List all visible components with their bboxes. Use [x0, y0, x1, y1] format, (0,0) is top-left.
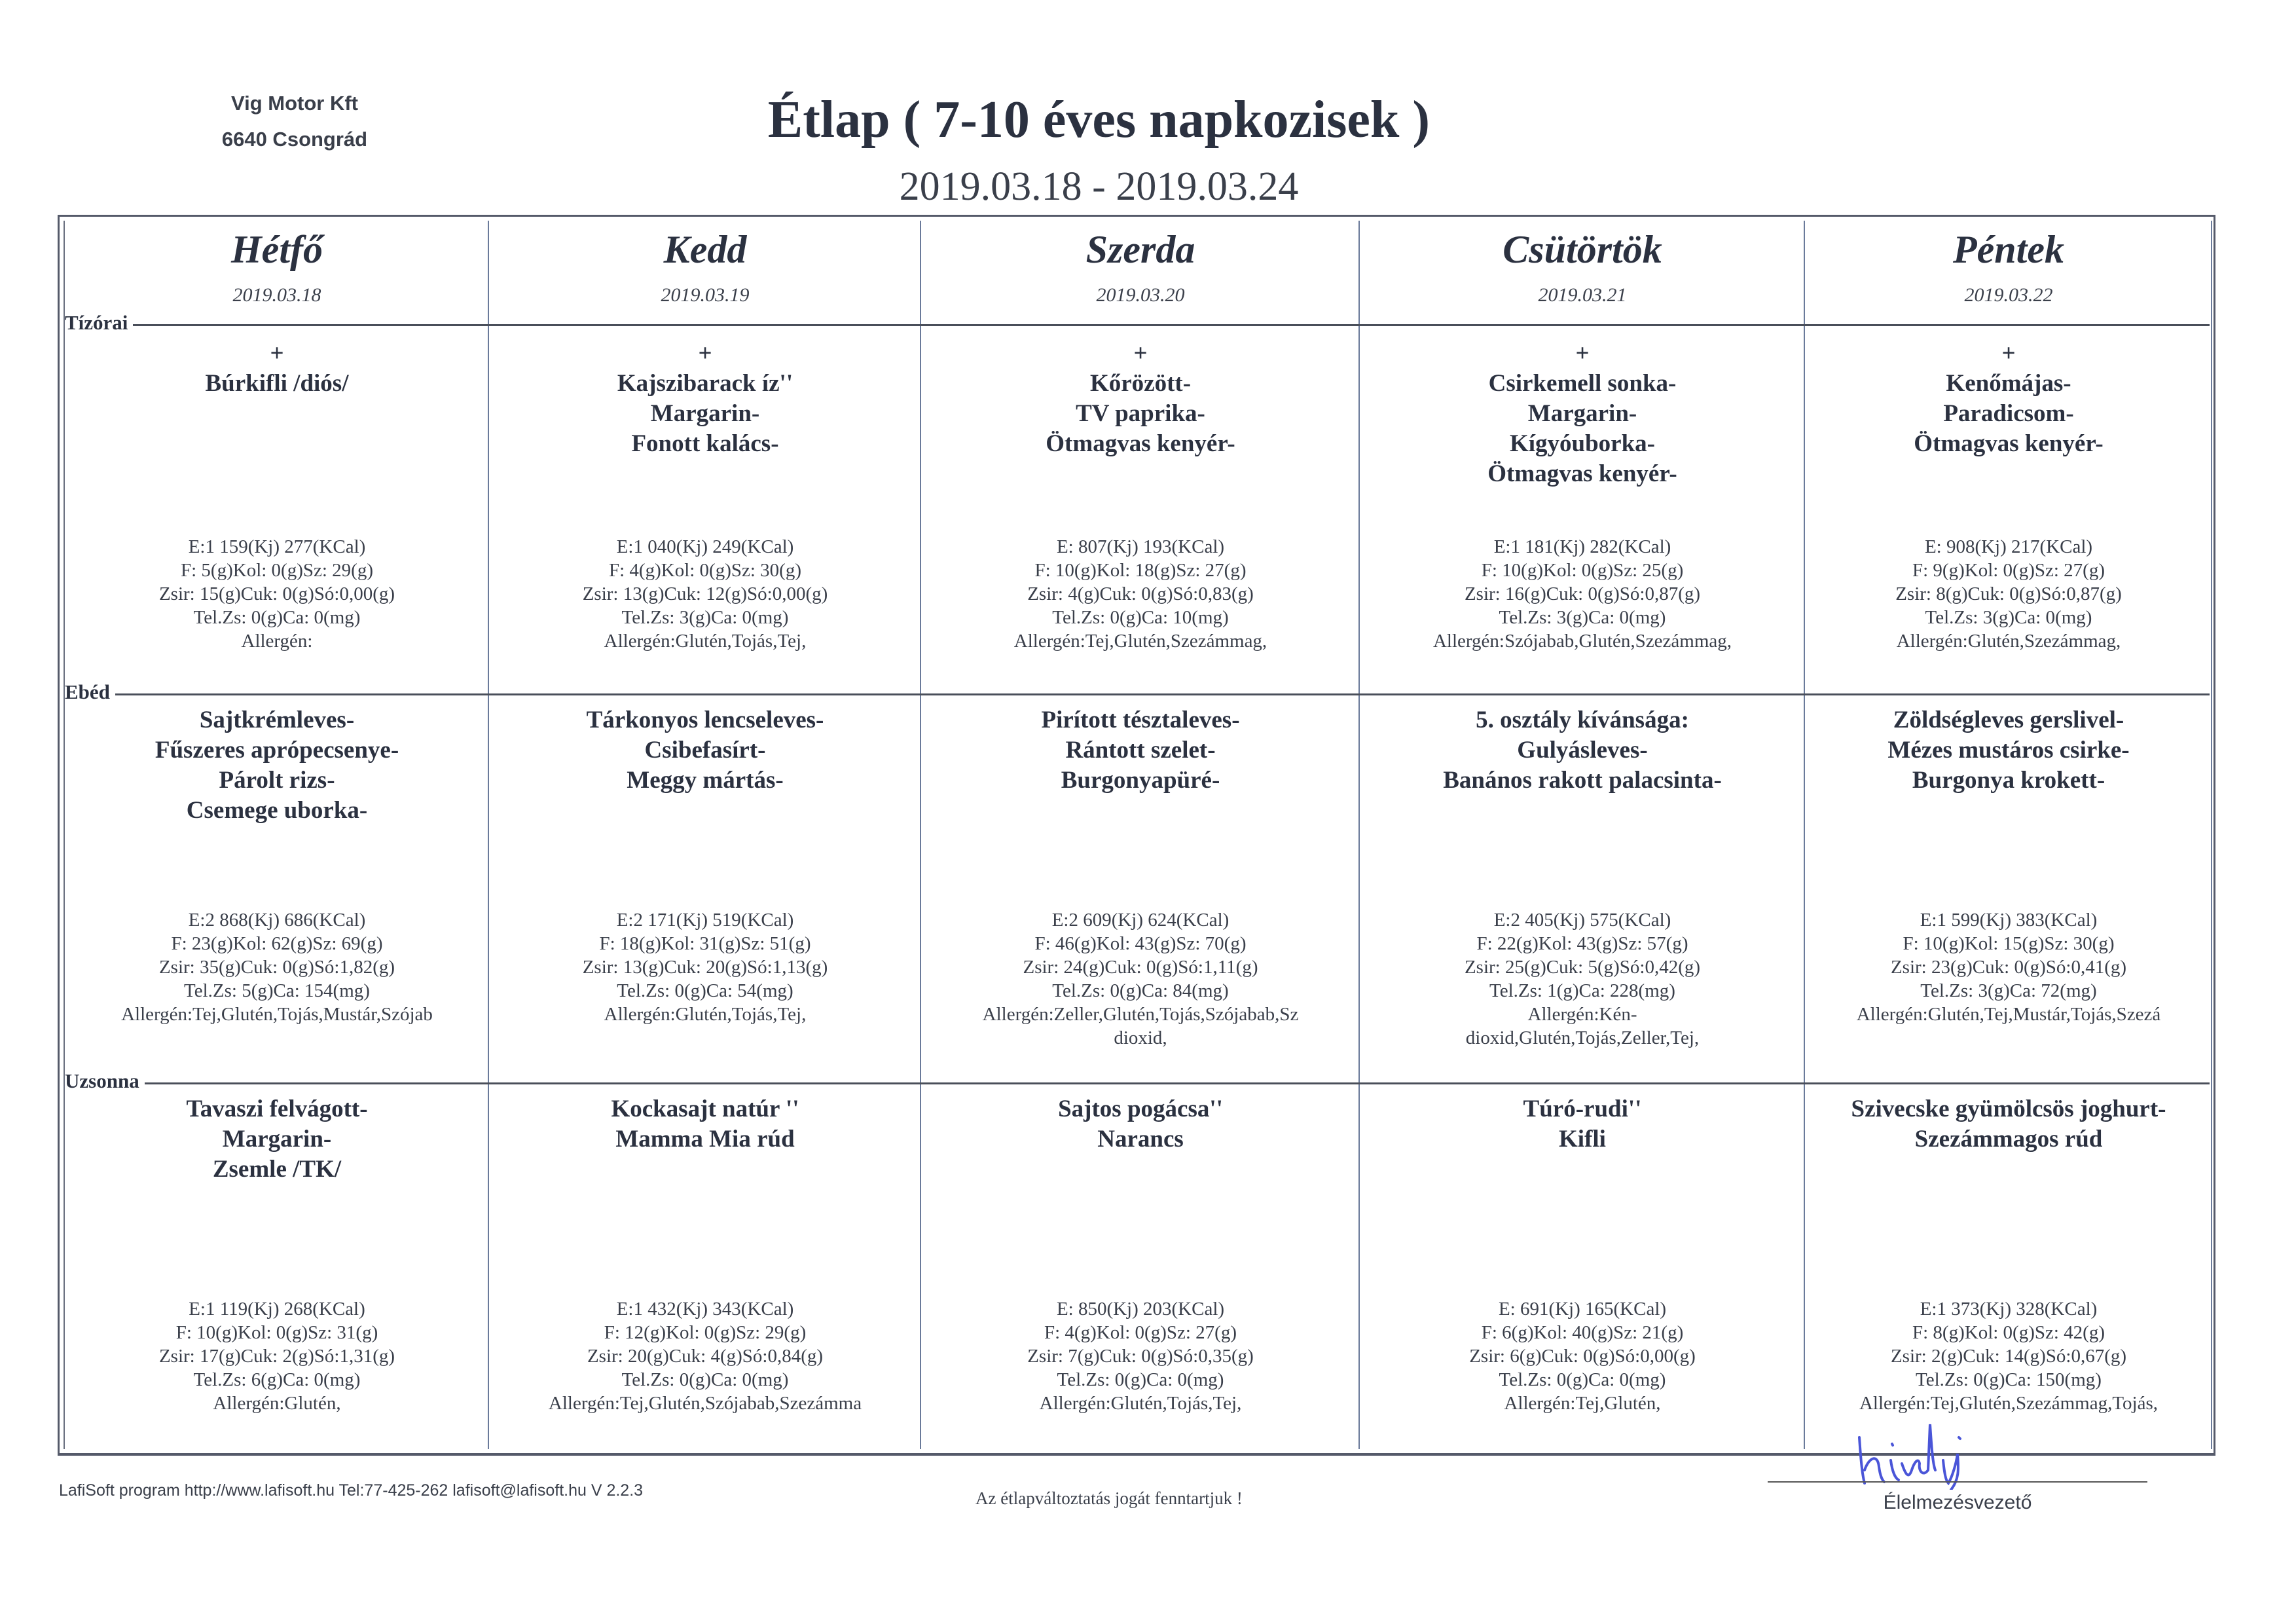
dish-line: Banános rakott palacsinta-: [1443, 767, 1722, 794]
menu-cell-uzsonna: [65, 1094, 489, 1441]
nutrition-line: Tel.Zs: 3(g)Ca: 0(mg): [621, 607, 789, 628]
nutrition-line: F: 23(g)Kol: 62(g)Sz: 69(g): [171, 933, 383, 954]
nutrition-line: Tel.Zs: 5(g)Ca: 154(mg): [184, 980, 370, 1001]
nutrition-line: Zsir: 8(g)Cuk: 0(g)Só:0,87(g): [1895, 583, 2122, 604]
nutrition-line: Tel.Zs: 0(g)Ca: 10(mg): [1052, 607, 1229, 628]
day-name: Csütörtök: [1503, 228, 1662, 271]
dish-list: [1805, 705, 2212, 796]
nutrition-info: [489, 535, 921, 653]
page-title: Étlap ( 7-10 éves napkozisek ): [767, 91, 1430, 149]
nutrition-line: Allergén:Glutén,: [213, 1393, 341, 1414]
nutrition-line: E: 908(Kj) 217(KCal): [1924, 536, 2093, 557]
nutrition-line: Zsir: 7(g)Cuk: 0(g)Só:0,35(g): [1027, 1346, 1254, 1367]
nutrition-line: Zsir: 20(g)Cuk: 4(g)Só:0,84(g): [587, 1346, 824, 1367]
dish-line: Mézes mustáros csirke-: [1887, 737, 2130, 764]
dish-line: Fonott kalács-: [631, 430, 779, 457]
dish-line: Margarin-: [222, 1126, 332, 1153]
nutrition-line: F: 5(g)Kol: 0(g)Sz: 29(g): [181, 560, 373, 581]
nutrition-line: F: 10(g)Kol: 0(g)Sz: 25(g): [1481, 560, 1684, 581]
dish-list: [65, 339, 489, 399]
nutrition-line: E:2 171(Kj) 519(KCal): [616, 910, 794, 931]
dish-line: Gulyásleves-: [1517, 737, 1648, 764]
menu-cell-ebed: [1805, 705, 2212, 1075]
nutrition-info: [1805, 1297, 2212, 1415]
nutrition-line: Tel.Zs: 3(g)Ca: 0(mg): [1925, 607, 2092, 628]
dish-line: Szezámmagos rúd: [1914, 1126, 2103, 1153]
dish-list: [921, 705, 1360, 796]
day-name: Kedd: [663, 228, 747, 271]
nutrition-line: Zsir: 13(g)Cuk: 20(g)Só:1,13(g): [582, 957, 828, 978]
date-range: 2019.03.18 - 2019.03.24: [899, 164, 1299, 209]
dish-list: [489, 339, 921, 459]
nutrition-line: dioxid,: [1114, 1027, 1167, 1048]
nutrition-line: F: 4(g)Kol: 0(g)Sz: 27(g): [1044, 1322, 1237, 1343]
day-name: Szerda: [1085, 228, 1195, 271]
dish-line: Tárkonyos lencseleves-: [586, 707, 824, 733]
dish-line: Ötmagvas kenyér-: [1914, 430, 2104, 457]
day-header: [65, 221, 489, 325]
menu-cell-ebed: [921, 705, 1360, 1075]
nutrition-line: Zsir: 25(g)Cuk: 5(g)Só:0,42(g): [1464, 957, 1701, 978]
nutrition-info: [921, 1297, 1360, 1415]
dish-list: [489, 1094, 921, 1154]
signature-line: [1768, 1481, 2147, 1483]
dish-line: Kígyóuborka-: [1509, 430, 1656, 457]
day-name: Hétfő: [231, 228, 323, 271]
nutrition-line: E:1 373(Kj) 328(KCal): [1920, 1299, 2098, 1320]
nutrition-line: Allergén:Glutén,Tojás,Tej,: [604, 1004, 807, 1025]
dish-line: Mamma Mia rúd: [615, 1126, 795, 1153]
dish-list: [1360, 339, 1805, 489]
dish-line: Meggy mártás-: [627, 767, 784, 794]
nutrition-line: Allergén:Tej,Glutén,: [1504, 1393, 1661, 1414]
dish-list: [489, 705, 921, 796]
nutrition-line: Zsir: 17(g)Cuk: 2(g)Só:1,31(g): [158, 1346, 395, 1367]
nutrition-line: Allergén:Zeller,Glutén,Tojás,Szójabab,Sz: [982, 1004, 1299, 1025]
nutrition-line: Allergén:Glutén,Szezámmag,: [1896, 631, 2121, 652]
nutrition-line: F: 8(g)Kol: 0(g)Sz: 42(g): [1912, 1322, 2105, 1343]
nutrition-line: E:1 599(Kj) 383(KCal): [1920, 910, 2098, 931]
dish-line: +: [270, 340, 284, 367]
nutrition-line: F: 10(g)Kol: 15(g)Sz: 30(g): [1903, 933, 2115, 954]
dish-line: Ötmagvas kenyér-: [1046, 430, 1235, 457]
dish-line: Pirított tésztaleves-: [1041, 707, 1240, 733]
nutrition-line: Tel.Zs: 0(g)Ca: 84(mg): [1052, 980, 1229, 1001]
nutrition-line: Allergén:Glutén,Tojás,Tej,: [1039, 1393, 1242, 1414]
menu-cell-tizorai: [65, 339, 489, 688]
nutrition-line: E:2 405(Kj) 575(KCal): [1493, 910, 1671, 931]
nutrition-line: Tel.Zs: 1(g)Ca: 228(mg): [1489, 980, 1675, 1001]
menu-cell-uzsonna: [921, 1094, 1360, 1441]
nutrition-info: [921, 535, 1360, 653]
dish-line: Kajszibarack íz'': [617, 370, 793, 397]
nutrition-line: F: 10(g)Kol: 0(g)Sz: 31(g): [175, 1322, 378, 1343]
dish-list: [65, 705, 489, 826]
nutrition-line: Allergén:Tej,Glutén,Szezámmag,Tojás,: [1859, 1393, 2159, 1414]
dish-line: Kenőmájas-: [1946, 370, 2071, 397]
menu-cell-tizorai: [1360, 339, 1805, 688]
menu-table: [58, 215, 2215, 1456]
nutrition-line: E: 807(Kj) 193(KCal): [1056, 536, 1225, 557]
nutrition-line: Zsir: 35(g)Cuk: 0(g)Só:1,82(g): [158, 957, 395, 978]
dish-list: [65, 1094, 489, 1185]
company-name: Vig Motor Kft: [230, 92, 358, 115]
dish-line: Párolt rizs-: [219, 767, 335, 794]
day-header: [921, 221, 1360, 325]
menu-cell-uzsonna: [489, 1094, 921, 1441]
dish-line: Szivecske gyümölcsös joghurt-: [1851, 1096, 2166, 1122]
nutrition-line: Allergén:Kén-: [1527, 1004, 1637, 1025]
day-name: Péntek: [1953, 228, 2064, 271]
dish-list: [1805, 1094, 2212, 1154]
nutrition-line: Tel.Zs: 0(g)Ca: 0(mg): [1057, 1369, 1224, 1390]
nutrition-info: [489, 1297, 921, 1415]
dish-line: Kőrözött-: [1089, 370, 1192, 397]
dish-line: +: [1575, 340, 1590, 367]
nutrition-line: Allergén:Szójabab,Glutén,Szezámmag,: [1432, 631, 1732, 652]
nutrition-line: Tel.Zs: 6(g)Ca: 0(mg): [193, 1369, 361, 1390]
nutrition-info: [1805, 908, 2212, 1026]
nutrition-line: Zsir: 2(g)Cuk: 14(g)Só:0,67(g): [1890, 1346, 2127, 1367]
day-date: 2019.03.20: [1096, 284, 1185, 306]
nutrition-line: Tel.Zs: 0(g)Ca: 0(mg): [621, 1369, 789, 1390]
dish-line: Burgonyapüré-: [1061, 767, 1220, 794]
nutrition-line: E: 850(Kj) 203(KCal): [1056, 1299, 1225, 1320]
nutrition-line: Allergén:Tej,Glutén,Tojás,Mustár,Szójab: [121, 1004, 433, 1025]
dish-line: Csirkemell sonka-: [1488, 370, 1677, 397]
nutrition-line: Tel.Zs: 0(g)Ca: 150(mg): [1916, 1369, 2102, 1390]
nutrition-info: [1360, 1297, 1805, 1415]
dish-line: Narancs: [1097, 1126, 1184, 1153]
menu-cell-uzsonna: [1360, 1094, 1805, 1441]
dish-line: Túró-rudi'': [1523, 1096, 1642, 1122]
dish-line: Zöldségleves gerslivel-: [1893, 707, 2124, 733]
menu-cell-ebed: [489, 705, 921, 1075]
dish-line: Sajtkrémleves-: [199, 707, 355, 733]
nutrition-line: E:1 181(Kj) 282(KCal): [1493, 536, 1671, 557]
dish-list: [1805, 339, 2212, 459]
nutrition-line: Zsir: 15(g)Cuk: 0(g)Só:0,00(g): [158, 583, 395, 604]
dish-line: Csibefasírt-: [644, 737, 766, 764]
nutrition-line: E:1 432(Kj) 343(KCal): [616, 1299, 794, 1320]
nutrition-line: E:1 040(Kj) 249(KCal): [616, 536, 794, 557]
dish-line: +: [2001, 340, 2016, 367]
row-divider: [65, 693, 2210, 695]
day-date: 2019.03.19: [661, 284, 750, 306]
menu-cell-ebed: [1360, 705, 1805, 1075]
nutrition-info: [65, 908, 489, 1026]
dish-line: Tavaszi felvágott-: [186, 1096, 368, 1122]
dish-line: Kockasajt natúr '': [611, 1096, 799, 1122]
nutrition-line: F: 4(g)Kol: 0(g)Sz: 30(g): [609, 560, 801, 581]
day-date: 2019.03.18: [232, 284, 321, 306]
nutrition-line: Zsir: 24(g)Cuk: 0(g)Só:1,11(g): [1023, 957, 1258, 978]
nutrition-line: F: 22(g)Kol: 43(g)Sz: 57(g): [1476, 933, 1688, 954]
dish-list: [1360, 705, 1805, 796]
nutrition-line: Tel.Zs: 0(g)Ca: 0(mg): [1499, 1369, 1666, 1390]
signature-icon: [1846, 1418, 2030, 1490]
dish-line: Ötmagvas kenyér-: [1487, 460, 1677, 487]
nutrition-line: E:1 159(Kj) 277(KCal): [188, 536, 366, 557]
nutrition-line: dioxid,Glutén,Tojás,Zeller,Tej,: [1465, 1027, 1700, 1048]
dish-list: [921, 339, 1360, 459]
nutrition-info: [65, 535, 489, 653]
nutrition-line: Zsir: 6(g)Cuk: 0(g)Só:0,00(g): [1469, 1346, 1696, 1367]
dish-line: Kifli: [1559, 1126, 1606, 1153]
nutrition-line: E: 691(Kj) 165(KCal): [1498, 1299, 1667, 1320]
menu-cell-tizorai: [489, 339, 921, 688]
dish-line: Sajtos pogácsa'': [1058, 1096, 1223, 1122]
nutrition-line: Zsir: 23(g)Cuk: 0(g)Só:0,41(g): [1890, 957, 2127, 978]
nutrition-line: Tel.Zs: 3(g)Ca: 0(mg): [1499, 607, 1666, 628]
dish-line: 5. osztály kívánsága:: [1476, 707, 1689, 733]
dish-line: Búrkifli /diós/: [205, 370, 349, 397]
day-header: [1805, 221, 2212, 325]
dish-line: TV paprika-: [1076, 400, 1205, 427]
nutrition-line: Tel.Zs: 0(g)Ca: 0(mg): [193, 607, 361, 628]
dish-line: +: [698, 340, 712, 367]
menu-cell-tizorai: [921, 339, 1360, 688]
dish-line: Margarin-: [650, 400, 760, 427]
nutrition-line: E:2 609(Kj) 624(KCal): [1051, 910, 1230, 931]
nutrition-line: Allergén:Glutén,Tojás,Tej,: [604, 631, 807, 652]
nutrition-line: E:2 868(Kj) 686(KCal): [188, 910, 366, 931]
dish-line: Rántott szelet-: [1065, 737, 1216, 764]
menu-cell-uzsonna: [1805, 1094, 2212, 1441]
nutrition-info: [1360, 908, 1805, 1050]
nutrition-info: [489, 908, 921, 1026]
disclaimer: Az étlapváltoztatás jogát fenntartjuk !: [975, 1488, 1243, 1508]
nutrition-info: [1360, 535, 1805, 653]
day-header: [489, 221, 921, 325]
nutrition-line: F: 10(g)Kol: 18(g)Sz: 27(g): [1034, 560, 1247, 581]
nutrition-line: Zsir: 13(g)Cuk: 12(g)Só:0,00(g): [582, 583, 828, 604]
nutrition-line: Allergén:Tej,Glutén,Szójabab,Szezámma: [548, 1393, 862, 1414]
software-info: LafiSoft program http://www.lafisoft.hu Tel:77-425-262 lafisoft@lafisoft.hu V 2.2.3: [59, 1481, 644, 1500]
nutrition-line: Tel.Zs: 3(g)Ca: 72(mg): [1920, 980, 2097, 1001]
nutrition-line: F: 12(g)Kol: 0(g)Sz: 29(g): [604, 1322, 807, 1343]
dish-list: [1360, 1094, 1805, 1154]
nutrition-info: [65, 1297, 489, 1415]
nutrition-line: Allergén:Tej,Glutén,Szezámmag,: [1013, 631, 1267, 652]
dish-line: +: [1133, 340, 1148, 367]
day-date: 2019.03.22: [1964, 284, 2053, 306]
dish-line: Zsemle /TK/: [212, 1156, 342, 1183]
nutrition-info: [1805, 535, 2212, 653]
dish-line: Burgonya krokett-: [1912, 767, 2105, 794]
dish-list: [921, 1094, 1360, 1154]
nutrition-line: E:1 119(Kj) 268(KCal): [189, 1299, 365, 1320]
nutrition-line: F: 46(g)Kol: 43(g)Sz: 70(g): [1034, 933, 1247, 954]
day-date: 2019.03.21: [1538, 284, 1627, 306]
meal-label-tizorai: Tízórai: [65, 311, 133, 335]
company-address: 6640 Csongrád: [221, 128, 368, 151]
nutrition-line: F: 6(g)Kol: 40(g)Sz: 21(g): [1481, 1322, 1684, 1343]
menu-cell-ebed: [65, 705, 489, 1075]
signature-label: Élelmezésvezető: [1883, 1492, 2032, 1513]
nutrition-line: F: 18(g)Kol: 31(g)Sz: 51(g): [599, 933, 811, 954]
row-divider: [65, 1082, 2210, 1084]
nutrition-info: [921, 908, 1360, 1050]
nutrition-line: Zsir: 4(g)Cuk: 0(g)Só:0,83(g): [1027, 583, 1254, 604]
day-header: [1360, 221, 1805, 325]
nutrition-line: F: 9(g)Kol: 0(g)Sz: 27(g): [1912, 560, 2105, 581]
dish-line: Margarin-: [1527, 400, 1637, 427]
menu-cell-tizorai: [1805, 339, 2212, 688]
nutrition-line: Allergén:Glutén,Tej,Mustár,Tojás,Szezá: [1856, 1004, 2161, 1025]
dish-line: Fűszeres aprópecsenye-: [155, 737, 399, 764]
nutrition-line: Tel.Zs: 0(g)Ca: 54(mg): [617, 980, 793, 1001]
nutrition-line: Allergén:: [241, 631, 313, 652]
dish-line: Csemege uborka-: [186, 797, 368, 824]
meal-label-ebed: Ebéd: [65, 680, 115, 704]
dish-line: Paradicsom-: [1943, 400, 2074, 427]
nutrition-line: Zsir: 16(g)Cuk: 0(g)Só:0,87(g): [1464, 583, 1701, 604]
meal-label-uzsonna: Uzsonna: [65, 1069, 145, 1093]
